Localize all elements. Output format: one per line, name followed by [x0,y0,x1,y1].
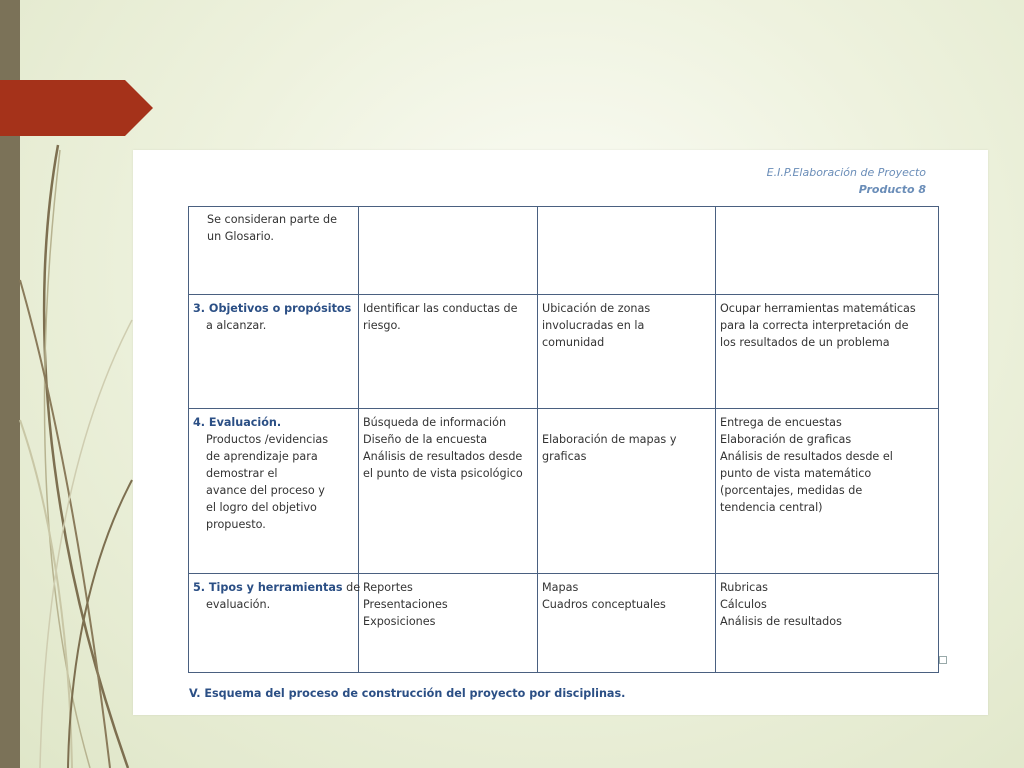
cell-line: evaluación. [206,598,271,611]
cell-line: Ocupar herramientas matemáticas [720,302,916,315]
table-row [189,574,939,673]
document-header [767,164,926,198]
cell-line: Rubricas [720,581,769,594]
cell-line: Presentaciones [363,598,448,611]
table-row [189,295,939,409]
row-heading: 5. Tipos y herramientas [193,581,343,594]
cell-line: demostrar el [206,467,278,480]
section-heading: V. Esquema del proceso de construcción del proyecto por disciplinas. [189,687,626,700]
cell-line: graficas [542,450,587,463]
table-cell [538,295,716,409]
table-cell [189,409,359,574]
cell-line: Elaboración de graficas [720,433,852,446]
cell-line: involucradas en la [542,319,645,332]
table-cell [359,295,538,409]
cell-line: Ubicación de zonas [542,302,651,315]
document-page [133,150,988,715]
cell-line: Se consideran parte de [207,213,338,226]
cell-line: Análisis de resultados desde [363,450,523,463]
table-cell [359,207,538,295]
table-cell [716,574,939,673]
table-cell [716,207,939,295]
cell-line: el logro del objetivo [206,501,317,514]
cell-line: Análisis de resultados [720,615,842,628]
table-cell [538,207,716,295]
cell-line: para la correcta interpretación de [720,319,909,332]
row-heading: 3. Objetivos o propósitos [193,302,352,315]
cell-line: Cuadros conceptuales [542,598,666,611]
row-heading-line [193,579,361,596]
table-row [189,207,939,295]
header-product: Producto 8 [858,183,926,196]
table-cell [189,574,359,673]
cell-line: punto de vista matemático [720,467,872,480]
cell-line: de aprendizaje para [206,450,318,463]
cell-line: Mapas [542,581,579,594]
row-heading: 4. Evaluación. [193,416,282,429]
cell-line: Entrega de encuestas [720,416,842,429]
cell-line: Identificar las conductas de [363,302,518,315]
red-arrow-tab [0,80,153,136]
cell-line: comunidad [542,336,605,349]
cell-line: Búsqueda de información [363,416,507,429]
cell-line: riesgo. [363,319,401,332]
cell-line: Cálculos [720,598,767,611]
cell-line: Elaboración de mapas y [542,433,677,446]
table-resize-handle[interactable] [939,656,947,664]
cell-line: Diseño de la encuesta [363,433,488,446]
cell-line: Productos /evidencias [206,433,329,446]
cell-line: a alcanzar. [206,319,267,332]
cell-line: el punto de vista psicológico [363,467,523,480]
table-row [189,409,939,574]
cell-line: Análisis de resultados desde el [720,450,893,463]
table-cell [538,409,716,574]
cell-line: propuesto. [206,518,266,531]
cell-line: un Glosario. [207,230,274,243]
cell-line: los resultados de un problema [720,336,890,349]
table-cell [189,295,359,409]
table-cell [359,409,538,574]
table-cell [538,574,716,673]
cell-line: Reportes [363,581,413,594]
cell-line: tendencia central) [720,501,823,514]
cell-line: avance del proceso y [206,484,325,497]
table-cell [716,295,939,409]
cell-line: (porcentajes, medidas de [720,484,863,497]
row-heading-tail: de [342,581,361,594]
header-project-title: E.I.P.Elaboración de Proyecto [766,166,926,179]
project-table [188,206,939,673]
table-cell [716,409,939,574]
table-cell [359,574,538,673]
cell-line: Exposiciones [363,615,436,628]
table-cell [189,207,359,295]
